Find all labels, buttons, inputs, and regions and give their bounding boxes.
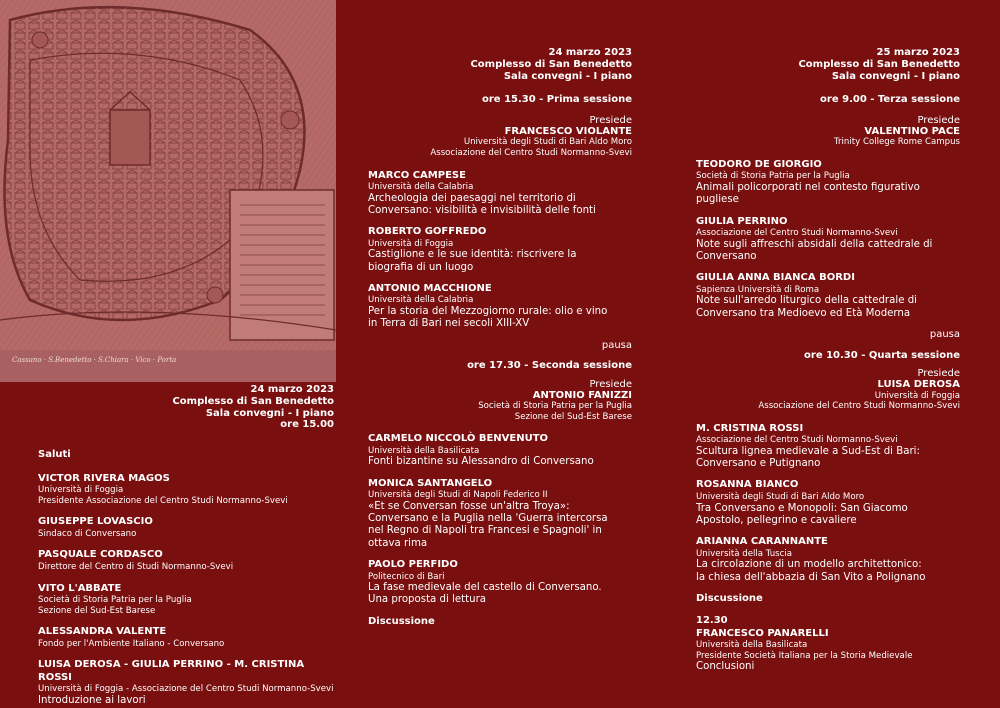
talk-block xyxy=(696,216,960,264)
speaker-name: PASQUALE CORDASCO xyxy=(38,549,163,561)
talk-title: Scultura lignea medievale a Sud-Est di Bari: xyxy=(696,445,920,457)
speaker-name: GIUSEPPE LOVASCIO xyxy=(38,516,153,528)
talk-affiliation: Università degli Studi di Napoli Federico II xyxy=(368,490,548,501)
speaker-block xyxy=(38,583,334,617)
day1-room: Sala convegni - I piano xyxy=(205,407,334,419)
session2-heading: ore 17.30 - Seconda sessione xyxy=(467,360,632,372)
talk-title: Archeologia dei paesaggi nel territorio di xyxy=(368,192,576,204)
talk-title: Conversano e la Puglia nella 'Guerra intercorsa xyxy=(368,513,608,525)
talk-title: Apostolo, pellegrino e cavaliere xyxy=(696,514,857,526)
talk-speaker: MARCO CAMPESE xyxy=(368,169,466,181)
day2-room: Sala convegni - I piano xyxy=(831,70,960,82)
speaker-role: Sezione del Sud-Est Barese xyxy=(38,605,156,616)
talk-block xyxy=(696,536,960,584)
talk-title: Tra Conversano e Monopoli: San Giacomo xyxy=(696,502,908,514)
speaker-block xyxy=(38,516,334,539)
talk-title: Fonti bizantine su Alessandro di Conversano xyxy=(368,456,594,468)
speaker-affiliation: Fondo per l'Ambiente Italiano - Conversano xyxy=(38,638,225,649)
talk-title: Per la storia del Mezzogiorno rurale: olio e vino xyxy=(368,306,608,318)
day2-date: 25 marzo 2023 xyxy=(876,47,960,58)
talk-speaker: GIULIA ANNA BIANCA BORDI xyxy=(696,272,855,284)
speaker-affiliation: Società di Storia Patria per la Puglia xyxy=(38,595,192,606)
talk-affiliation: Sapienza Università di Roma xyxy=(696,284,820,295)
chair-affiliation: Università degli Studi di Bari Aldo Moro xyxy=(463,137,632,148)
map-caption: Cassano · S.Benedetto · S.Chiara · Vico · Porta xyxy=(12,356,177,364)
greetings-heading: Saluti xyxy=(38,449,71,461)
talk-affiliation: Università della Calabria xyxy=(368,295,474,306)
talk-block xyxy=(696,159,960,207)
discussion-label: Discussione xyxy=(696,592,763,604)
speaker-affiliation: Sindaco di Conversano xyxy=(38,528,137,539)
speaker-block xyxy=(38,473,334,507)
day1-date: 24 marzo 2023 xyxy=(250,384,334,395)
talk-title: Conversano xyxy=(696,251,757,263)
chair-affiliation: Associazione del Centro Studi Normanno-Svevi xyxy=(758,401,960,412)
talk-title: Conversano e Putignano xyxy=(696,458,821,470)
talk-block xyxy=(696,479,960,527)
talk-title: Una proposta di lettura xyxy=(368,594,487,606)
day1-room: Sala convegni - I piano xyxy=(503,70,632,82)
day2-sessions-column xyxy=(696,47,960,674)
talk-title: «Et se Conversan fosse un'altra Troya»: xyxy=(368,500,570,512)
speaker-name: ALESSANDRA VALENTE xyxy=(38,626,167,638)
speaker-block xyxy=(38,626,334,649)
talk-affiliation: Università di Foggia xyxy=(368,238,454,249)
session4-heading: ore 10.30 - Quarta sessione xyxy=(804,349,960,361)
chair-label: Presiede xyxy=(917,114,960,126)
talk-title: Note sugli affreschi absidali della cattedrale di xyxy=(696,238,933,250)
session1-heading: ore 15.30 - Prima sessione xyxy=(482,94,632,106)
talk-block xyxy=(368,170,632,218)
talk-affiliation: Società di Storia Patria per la Puglia xyxy=(696,171,850,182)
chair-affiliation: Trinity College Rome Campus xyxy=(834,137,960,148)
talk-block xyxy=(696,272,960,320)
speaker-name: VICTOR RIVERA MAGOS xyxy=(38,472,170,484)
closing-speaker: FRANCESCO PANARELLI xyxy=(696,627,829,639)
talk-affiliation: Università degli Studi di Bari Aldo Moro xyxy=(696,491,865,502)
chair-label: Presiede xyxy=(917,368,960,380)
talk-speaker: GIULIA PERRINO xyxy=(696,215,788,227)
talk-title: Conversano tra Medioevo ed Età Moderna xyxy=(696,307,911,319)
introduction-affiliation: Università di Foggia - Associazione del Centro Studi Normanno-Svevi xyxy=(38,684,334,695)
day1-date: 24 marzo 2023 xyxy=(548,47,632,58)
map-illustration xyxy=(0,0,336,382)
closing-role: Presidente Società Italiana per la Storia Medievale xyxy=(696,650,913,661)
talk-affiliation: Politecnico di Bari xyxy=(368,571,445,582)
talk-block xyxy=(696,423,960,471)
speaker-affiliation: Università di Foggia xyxy=(38,485,124,496)
day1-sessions-column xyxy=(368,47,632,628)
historic-map-engraving xyxy=(0,0,336,382)
closing-block xyxy=(696,615,960,673)
talk-title: Note sull'arredo liturgico della cattedrale di xyxy=(696,295,918,307)
talk-affiliation: Università della Tuscia xyxy=(696,548,793,559)
talk-speaker: PAOLO PERFIDO xyxy=(368,559,458,570)
break-label: pausa xyxy=(601,339,632,351)
day1-venue: Complesso di San Benedetto xyxy=(470,58,632,70)
talk-title: Conversano: visibilità e invisibilità delle fonti xyxy=(368,204,596,216)
speaker-role: Presidente Associazione del Centro Studi Normanno-Svevi xyxy=(38,495,288,506)
chair-name: ANTONIO FANIZZI xyxy=(532,389,632,401)
chair-affiliation: Società di Storia Patria per la Puglia xyxy=(478,401,632,412)
speaker-block xyxy=(38,549,334,572)
chair-name: FRANCESCO VIOLANTE xyxy=(504,125,632,137)
talk-title: in Terra di Bari nei secoli XIII-XV xyxy=(368,318,530,330)
break-label: pausa xyxy=(929,329,960,341)
day2-venue: Complesso di San Benedetto xyxy=(798,58,960,70)
talk-block xyxy=(368,283,632,331)
talk-speaker: CARMELO NICCOLÒ BENVENUTO xyxy=(368,433,549,445)
talk-title: Castiglione e le sue identità: riscrivere la xyxy=(368,249,577,261)
closing-title: Conclusioni xyxy=(696,661,755,673)
talk-affiliation: Università della Calabria xyxy=(368,182,474,193)
talk-block xyxy=(368,433,632,468)
talk-title: ottava rima xyxy=(368,537,428,549)
chair-name: LUISA DEROSA xyxy=(877,379,960,391)
talk-speaker: ROSANNA BIANCO xyxy=(696,479,799,491)
talk-block xyxy=(368,478,632,550)
talk-affiliation: Università della Basilicata xyxy=(368,445,480,456)
closing-time: 12.30 xyxy=(696,615,728,627)
talk-block xyxy=(368,559,632,607)
chair-affiliation: Università di Foggia xyxy=(874,390,960,401)
talk-title: La fase medievale del castello di Conversano. xyxy=(368,582,602,594)
speaker-affiliation: Direttore del Centro di Studi Normanno-Svevi xyxy=(38,561,234,572)
day1-venue: Complesso di San Benedetto xyxy=(172,395,334,407)
talk-title: la chiesa dell'abbazia di San Vito a Polignano xyxy=(696,571,926,583)
talk-affiliation: Associazione del Centro Studi Normanno-Svevi xyxy=(696,228,898,239)
chair-label: Presiede xyxy=(589,378,632,390)
talk-block xyxy=(368,226,632,274)
day1-time: ore 15.00 xyxy=(280,419,334,431)
introduction-speakers: LUISA DEROSA - GIULIA PERRINO - M. CRISTINA ROSSI xyxy=(38,659,305,683)
talk-title: pugliese xyxy=(696,194,739,206)
introduction-block xyxy=(38,659,334,707)
chair-name: VALENTINO PACE xyxy=(864,125,960,137)
discussion-label: Discussione xyxy=(368,615,435,627)
talk-speaker: ROBERTO GOFFREDO xyxy=(368,226,487,238)
talk-speaker: M. CRISTINA ROSSI xyxy=(696,422,804,434)
talk-title: Animali policorporati nel contesto figurativo xyxy=(696,182,920,194)
introduction-title: Introduzione ai lavori xyxy=(38,694,146,706)
chair-affiliation: Sezione del Sud-Est Barese xyxy=(514,411,632,422)
talk-speaker: TEODORO DE GIORGIO xyxy=(696,158,822,170)
talk-title: biografia di un luogo xyxy=(368,261,474,273)
talk-speaker: ANTONIO MACCHIONE xyxy=(368,282,492,294)
chair-affiliation: Associazione del Centro Studi Normanno-Svevi xyxy=(430,147,632,158)
speaker-name: VITO L'ABBATE xyxy=(38,582,122,594)
talk-title: nel Regno di Napoli tra Francesi e Spagnoli' in xyxy=(368,525,602,537)
talk-speaker: ARIANNA CARANNANTE xyxy=(696,536,828,548)
chair-label: Presiede xyxy=(589,114,632,126)
opening-program-column xyxy=(38,384,334,707)
closing-affiliation: Università della Basilicata xyxy=(696,640,808,651)
session3-heading: ore 9.00 - Terza sessione xyxy=(820,94,960,106)
talk-affiliation: Associazione del Centro Studi Normanno-Svevi xyxy=(696,435,898,446)
talk-speaker: MONICA SANTANGELO xyxy=(368,477,493,489)
talk-title: La circolazione di un modello architettonico: xyxy=(696,559,922,571)
